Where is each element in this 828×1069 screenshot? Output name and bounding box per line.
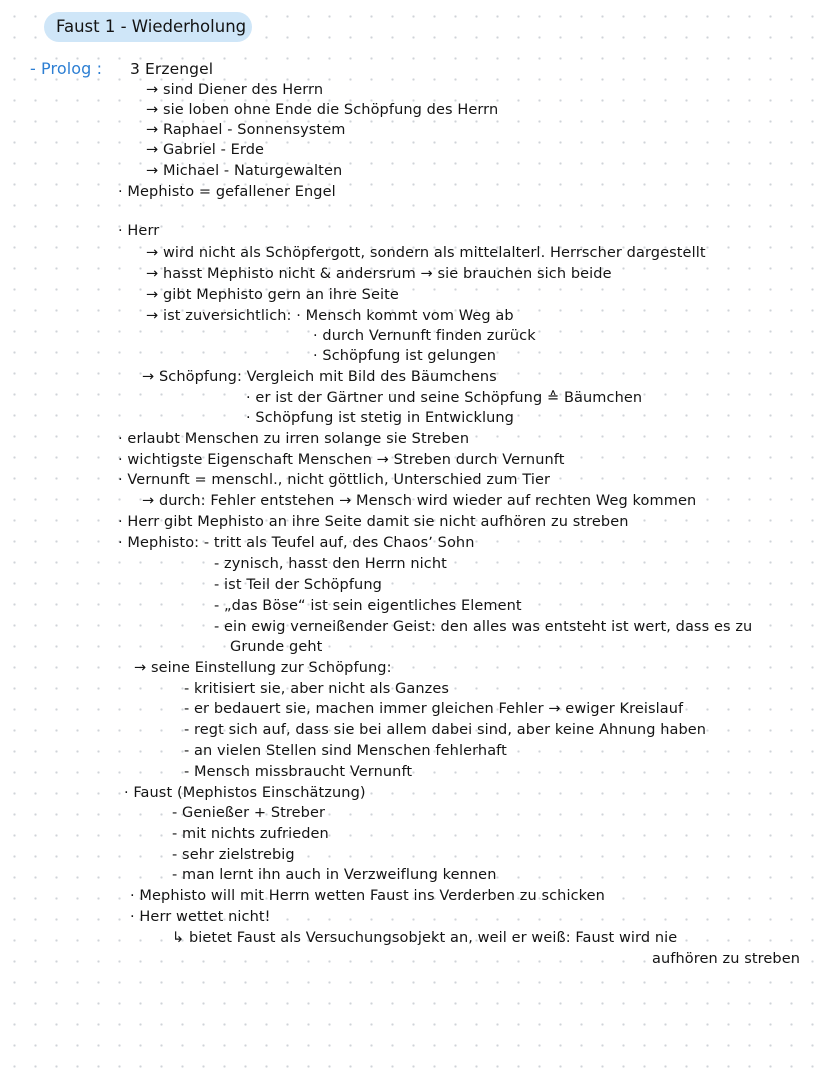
note-line: - ein ewig verneißender Geist: den alles was entsteht ist wert, dass es zu <box>214 619 753 635</box>
note-line: - Genießer + Streber <box>172 805 326 821</box>
note-line: → Schöpfung: Vergleich mit Bild des Bäumchens <box>142 369 497 385</box>
page-title: Faust 1 - Wiederholung <box>56 17 247 36</box>
note-line: · Herr <box>118 223 160 239</box>
note-line: · wichtigste Eigenschaft Menschen → Streben durch Vernunft <box>118 452 565 468</box>
note-line: - sehr zielstrebig <box>172 847 295 863</box>
note-line: · Mephisto: - tritt als Teufel auf, des Chaosʼ Sohn <box>118 535 475 551</box>
note-line: - kritisiert sie, aber nicht als Ganzes <box>184 681 450 697</box>
note-line: - ist Teil der Schöpfung <box>214 577 382 593</box>
note-line: → ist zuversichtlich: · Mensch kommt vom Weg ab <box>146 308 514 324</box>
note-line: · Mephisto will mit Herrn wetten Faust ins Verderben zu schicken <box>130 888 605 904</box>
note-line: · Vernunft = menschl., nicht göttlich, Unterschied zum Tier <box>118 472 551 488</box>
note-line: · Schöpfung ist gelungen <box>313 348 497 364</box>
note-line: · Schöpfung ist stetig in Entwicklung <box>246 410 514 426</box>
note-line: → wird nicht als Schöpfergott, sondern als mittelalterl. Herrscher dargestellt <box>146 245 706 261</box>
note-line: → seine Einstellung zur Schöpfung: <box>134 660 392 676</box>
note-line: → Michael - Naturgewalten <box>146 163 343 179</box>
note-line: - zynisch, hasst den Herrn nicht <box>214 556 447 572</box>
note-line: · er ist der Gärtner und seine Schöpfung ≙ Bäumchen <box>246 390 643 406</box>
note-line: · durch Vernunft finden zurück <box>313 328 536 344</box>
note-line: → gibt Mephisto gern an ihre Seite <box>146 287 399 303</box>
note-line: → Raphael - Sonnensystem <box>146 122 346 138</box>
note-line: · Herr gibt Mephisto an ihre Seite damit sie nicht aufhören zu streben <box>118 514 629 530</box>
note-line: → sie loben ohne Ende die Schöpfung des Herrn <box>146 102 499 118</box>
note-line: - er bedauert sie, machen immer gleichen Fehler → ewiger Kreislauf <box>184 701 684 717</box>
note-line: aufhören zu streben <box>652 951 801 967</box>
note-line: → durch: Fehler entstehen → Mensch wird wieder auf rechten Weg kommen <box>142 493 697 509</box>
note-line: - mit nichts zufrieden <box>172 826 329 842</box>
note-line: - Mensch missbraucht Vernunft <box>184 764 413 780</box>
note-line: · Faust (Mephistos Einschätzung) <box>124 785 366 801</box>
note-line: · Herr wettet nicht! <box>130 909 271 925</box>
note-line: - an vielen Stellen sind Menschen fehlerhaft <box>184 743 507 759</box>
note-line: · erlaubt Menschen zu irren solange sie Streben <box>118 431 470 447</box>
note-line: - man lernt ihn auch in Verzweiflung kennen <box>172 867 497 883</box>
note-line: → Gabriel - Erde <box>146 142 265 158</box>
note-line: → sind Diener des Herrn <box>146 82 324 98</box>
section-label-prolog: - Prolog : <box>30 59 103 78</box>
note-line: → hasst Mephisto nicht & andersrum → sie brauchen sich beide <box>146 266 612 282</box>
note-line: ↳ bietet Faust als Versuchungsobjekt an, weil er weiß: Faust wird nie <box>172 930 678 946</box>
note-line: - „das Böse“ ist sein eigentliches Element <box>214 598 522 614</box>
note-line: 3 Erzengel <box>130 60 214 78</box>
title-highlight <box>44 12 252 42</box>
note-line: - regt sich auf, dass sie bei allem dabei sind, aber keine Ahnung haben <box>184 722 707 738</box>
note-line: · Mephisto = gefallener Engel <box>118 184 336 200</box>
note-line: Grunde geht <box>230 639 323 655</box>
